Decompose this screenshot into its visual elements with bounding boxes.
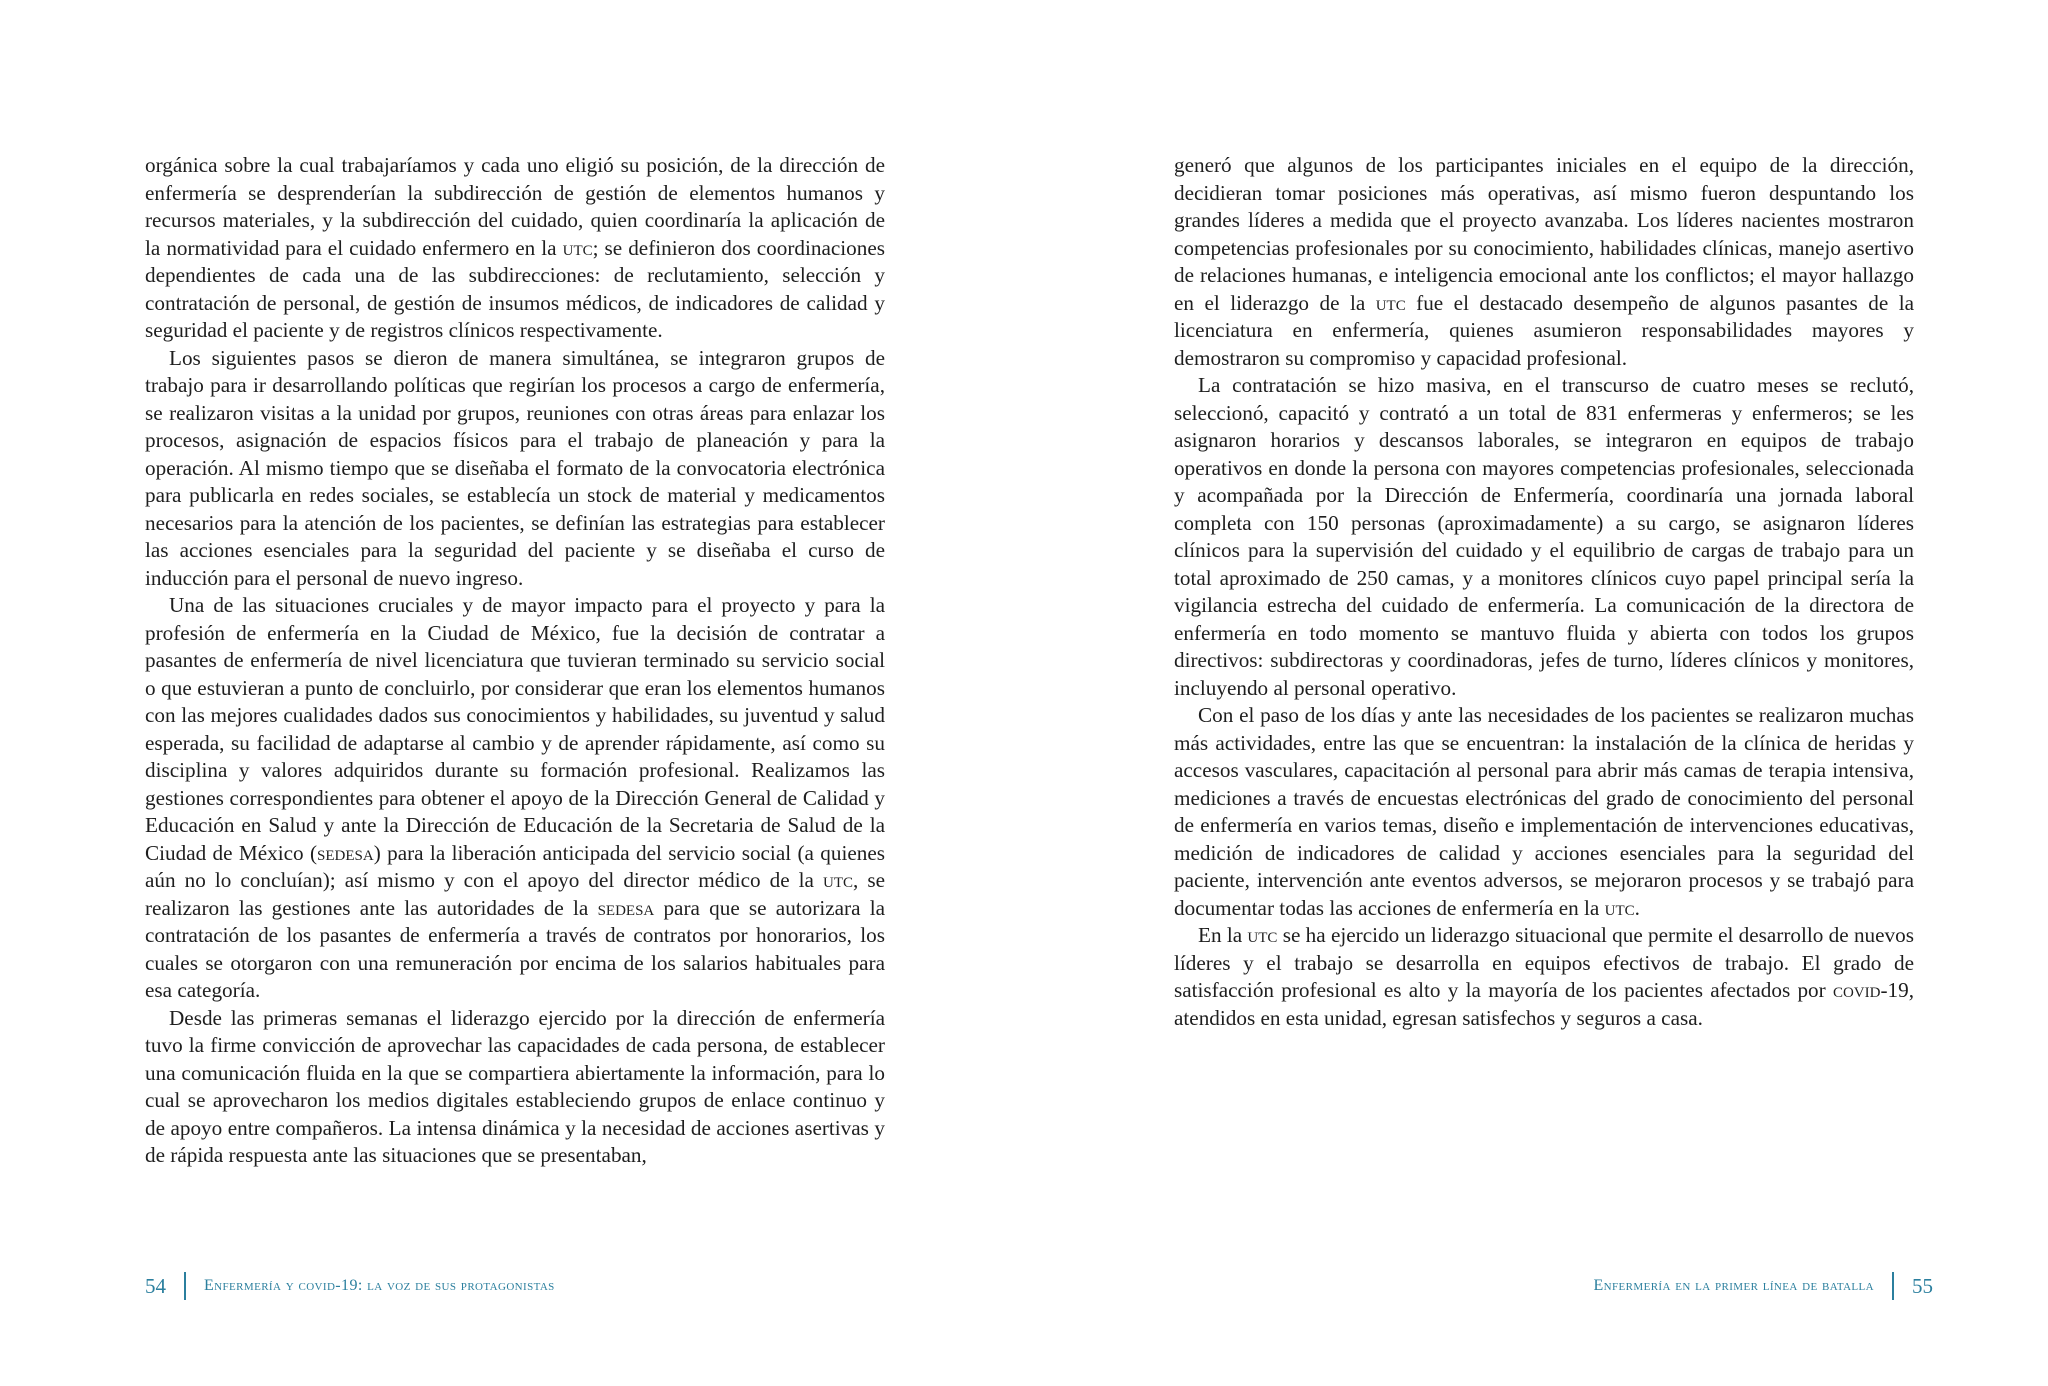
text-run: Los siguientes pasos se dieron de manera simultánea, se integraron grupos de trabajo para ir desarrollando políticas que regirían los procesos a cargo de enfermería, se realizaron visitas a la unidad por grupos, reuniones con otras áreas para enlazar los procesos, asignación de espacios físicos para el trabajo de planeación y para la operación. Al mismo tiempo que se diseñaba el formato de la convocatoria electrónica para publicarla en redes sociales, se establecía un stock de material y medicamentos necesarios para la atención de los pacientes, se definían las estrategias para establecer las acciones esenciales para la seguridad del paciente y se diseñaba el curso de inducción para el personal de nuevo ingreso. — [145, 345, 885, 590]
text-run: se ha ejercido un liderazgo situacional que permite el desarrollo de nuevos líderes y el trabajo se desarrolla en equipos efectivos de trabajo. El grado de satisfacción profesional es alto y la mayoría de los pacientes afectados por — [1174, 923, 1914, 1002]
right-paragraph-1 — [1174, 152, 1914, 372]
text-run: generó que algunos de los participantes iniciales en el equipo de la dirección, decidieran tomar posiciones más operativas, así mismo fueron despuntando los grandes líderes a medida que el proyecto avanzaba. Los líderes nacientes mostraron competencias profesionales por su conocimiento, habilidades clínicas, manejo asertivo de relaciones humanas, e inteligencia emocional ante los conflictos; el mayor hallazgo en el liderazgo de la — [1174, 153, 1914, 315]
text-run: Con el paso de los días y ante las necesidades de los pacientes se realizaron muchas más actividades, entre las que se encuentran: la instalación de la clínica de heridas y accesos vasculares, capacitación al personal para abrir más camas de terapia intensiva, mediciones a través de encuestas electrónicas del grado de conocimiento del personal de enfermería en varios temas, diseño e implementación de intervenciones educativas, medición de indicadores de calidad y acciones esenciales para la seguridad del paciente, intervención ante eventos adversos, se mejoraron procesos y se trabajó para documentar todas las acciones de enfermería en la — [1174, 703, 1914, 920]
page-number: 55 — [1912, 1273, 1933, 1298]
text-run: ; se definieron dos coordinaciones dependientes de cada una de las subdirecciones: de reclutamiento, selección y contratación de personal, de gestión de insumos médicos, de indicadores de calidad y seguridad el paciente y de registros clínicos respectivamente. — [145, 235, 885, 342]
running-head: Enfermería y covid-19: la voz de sus protagonistas — [204, 1277, 555, 1294]
text-run: Desde las primeras semanas el liderazgo ejercido por la dirección de enfermería tuvo la firme convicción de aprovechar las capacidades de cada persona, de establecer una comunicación fluida en la que se compartiera abiertamente la información, para lo cual se aprovecharon los medios digitales estableciendo grupos de enlace continuo y de apoyo entre compañeros. La intensa dinámica y la necesidad de acciones asertivas y de rápida respuesta ante las situaciones que se presentaban, — [145, 1005, 885, 1167]
footer-divider — [184, 1272, 186, 1300]
acronym-utc: utc — [1247, 923, 1278, 947]
text-run: , atendidos en esta unidad, egresan satisfechos y seguros a casa. — [1174, 978, 1914, 1030]
text-run: La contratación se hizo masiva, en el transcurso de cuatro meses se reclutó, seleccionó, capacitó y contrató a un total de 831 enfermeras y enfermeros; se les asignaron horarios y descansos laborales, se integraron en equipos de trabajo operativos en donde la persona con mayores competencias profesionales, seleccionada y acompañada por la Dirección de Enfermería, coordinaría una jornada laboral completa con 150 personas (aproximadamente) a su cargo, se asignaron líderes clínicos para la supervisión del cuidado y el equilibrio de cargas de trabajo para un total aproximado de 250 camas, y a monitores clínicos cuyo papel principal sería la vigilancia estrecha del cuidado de enfermería. La comunicación de la directora de enfermería en todo momento se mantuvo fluida y abierta con todos los grupos directivos: subdirectoras y coordinadoras, jefes de turno, líderes clínicos y monitores, incluyendo al personal operativo. — [1174, 373, 1914, 700]
text-run: para que se autorizara la contratación de los pasantes de enfermería a través de contratos por honorarios, los cuales se otorgaron con una remuneración por encima de los salarios habituales para esa categoría. — [145, 895, 885, 1002]
right-footer — [1594, 1272, 1934, 1300]
left-paragraph-4 — [145, 1005, 885, 1170]
right-paragraph-2 — [1174, 372, 1914, 702]
acronym-utc: utc — [823, 868, 853, 892]
text-run: orgánica sobre la cual trabajaríamos y cada uno eligió su posición, de la dirección de enfermería se desprenderían la subdirección de gestión de elementos humanos y recursos materiales, y la subdirección del cuidado, quien coordinaría la aplicación de la normatividad para el cuidado enfermero en la — [145, 153, 885, 260]
acronym-utc: utc — [1375, 290, 1406, 315]
acronym-sedesa: sedesa — [317, 840, 374, 865]
text-run: . — [1634, 895, 1640, 920]
acronym-covid: covid-19 — [1832, 978, 1909, 1002]
left-footer — [145, 1272, 555, 1300]
acronym-utc: utc — [562, 235, 593, 260]
running-head: Enfermería en la primer línea de batalla — [1593, 1277, 1874, 1294]
right-page — [1024, 0, 2048, 1386]
text-run: , se realizaron las gestiones ante las autoridades de la — [145, 868, 885, 920]
left-paragraph-3 — [145, 592, 885, 1005]
acronym-utc: utc — [1604, 895, 1635, 920]
acronym-sedesa: sedesa — [597, 895, 655, 920]
page-number: 54 — [145, 1273, 166, 1298]
footer-divider — [1892, 1272, 1894, 1300]
right-paragraph-4 — [1174, 922, 1914, 1032]
left-paragraph-1 — [145, 152, 885, 345]
left-body-text — [145, 152, 885, 1170]
text-run: Una de las situaciones cruciales y de mayor impacto para el proyecto y para la profesión de enfermería en la Ciudad de México, fue la decisión de contratar a pasantes de enfermería de nivel licenciatura que tuvieran terminado su servicio social o que estuvieran a punto de concluirlo, por considerar que eran los elementos humanos con las mejores cualidades dados sus conocimientos y habilidades, su juventud y salud esperada, su facilidad de adaptarse al cambio y de aprender rápidamente, así como su disciplina y valores adquiridos durante su formación profesional. Realizamos las gestiones correspondientes para obtener el apoyo de la Dirección General de Calidad y Educación en Salud y ante la Dirección de Educación de la Secretaria de Salud de la Ciudad de México ( — [145, 593, 885, 865]
right-body-text — [1174, 152, 1914, 1032]
text-run: En la — [1198, 923, 1248, 947]
left-paragraph-2 — [145, 345, 885, 593]
text-run: ) para la liberación anticipada del servicio social (a quienes aún no lo concluían); así mismo y con el apoyo del director médico de la — [145, 840, 885, 892]
right-paragraph-3 — [1174, 702, 1914, 922]
text-run: fue el destacado desempeño de algunos pasantes de la licenciatura en enfermería, quienes asumieron responsabilidades mayores y demostraron su compromiso y capacidad profesional. — [1174, 290, 1914, 370]
